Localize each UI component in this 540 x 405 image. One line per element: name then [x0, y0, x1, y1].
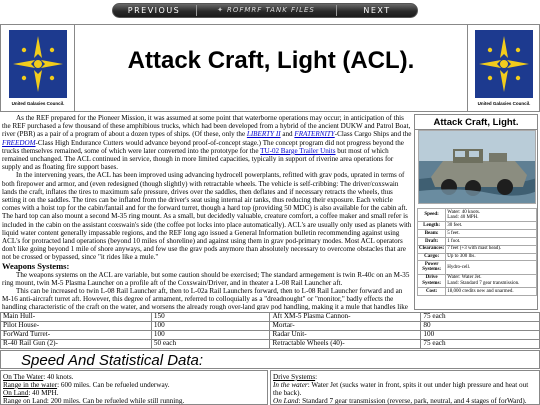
ugc-emblem-icon — [473, 28, 535, 100]
mdc-location: Main Hull- — [1, 313, 152, 322]
link-liberty[interactable]: LIBERTY II — [246, 130, 281, 139]
mdc-row — [1, 331, 540, 340]
link-tu02[interactable]: TU-02 Barge Trailer Units — [260, 146, 336, 155]
stat-range-land: Range on Land: 200 miles. Can be refueled while still running. — [3, 397, 185, 405]
stat-on-water: On The Water: 40 knots. — [3, 373, 74, 381]
spec-value: 30 feet. — [446, 222, 537, 230]
spec-table — [417, 208, 537, 296]
mdc-row — [1, 313, 540, 322]
spec-value: 7 feet (+3 with mast head). — [446, 245, 537, 253]
mdc-value: 75 each — [421, 340, 540, 349]
star-icon: ✦ — [217, 6, 224, 14]
mdc-row — [1, 322, 540, 331]
paragraph-armament: This can be increased to twin L-08 Rail Launcher aft, then to L-02a Rail Launchers forward, then to L-08 Rail Launcher forward and an M-16 anti-aircraft turret aft. However, this degree of armament, referred to colloquially as a "dreadnought" or "monitor," badly effects the handling characteristic of the craft on the water, and worsens the already rough over-land grav pod handling, making it a mule that handles like — [2, 287, 408, 310]
mdc-location: ForWard Turret- — [1, 331, 152, 340]
spec-row — [418, 222, 537, 230]
ugc-emblem-icon — [7, 28, 69, 100]
emblem-caption: United Galaxies Council. — [11, 101, 65, 106]
spec-row — [418, 245, 537, 253]
mdc-value: 75 each — [421, 313, 540, 322]
page-title: Attack Craft, Light (ACL). — [127, 47, 415, 74]
nav-title[interactable] — [196, 3, 336, 18]
mdc-location: R-40 Rail Gun (2)- — [1, 340, 152, 349]
stat-drive-water: In the water: Water Jet (sucks water in front, spits it out under high pressure and heat out the back). — [273, 381, 529, 397]
spec-value: Water: Water Jet. Land: Standard 7 gear transmission. — [446, 274, 537, 287]
spec-row — [418, 274, 537, 287]
mdc-location: Pilot House- — [1, 322, 152, 331]
spec-value: 1 foot. — [446, 237, 537, 245]
amphibious-truck-image — [419, 131, 536, 204]
spec-value: 5 feet. — [446, 230, 537, 238]
spec-key: Power Systems: — [418, 261, 446, 274]
spec-key: Speed: — [418, 209, 446, 222]
link-freedom[interactable]: FREEDOM — [2, 138, 36, 147]
mdc-value: 100 — [151, 331, 270, 340]
spec-row — [418, 288, 537, 296]
previous-button[interactable]: PREVIOUS — [127, 6, 181, 15]
emblem-caption: United Galaxies Council. — [477, 101, 531, 106]
stat-on-land: On Land: 40 MPH. — [3, 389, 59, 397]
top-navigation-bar — [0, 0, 540, 22]
spec-key: Cargo: — [418, 253, 446, 261]
mdc-location: Aft XM-5 Plasma Cannon- — [270, 313, 421, 322]
ugc-emblem-right — [473, 28, 535, 108]
spec-value: Up to 300 lbs. — [446, 253, 537, 261]
spec-row — [418, 237, 537, 245]
spec-value: 18,000 credits new and unarmed. — [446, 288, 537, 296]
article-body — [2, 114, 412, 310]
paragraph-history: In the intervening years, the ACL has been improved using advancing hydrocell powerplants, refitted with grav pods, uprated in terms of both firepower and armor, and (even redesigned (though slightly) with retractable wheels. The vehicle is self-cribbing: The driver/coxswain lands the craft, inflates the tires to maximum safe pressure, drives over the saddles, then deflates and if necessary retracts the wheels, thus setting it on the saddles. The tires can be inflated from the driver's seat using internal air tanks, thus reducing their exposure. Each vehicle comes with a hoist top for the cabin/fantail and for the forward turret, though a hard top (providing 50 MDC) is also available for the cabin aft. The hard top can also mount a second M-35 ring mount. As a small, but decidedly valuable, creature comfort, a coffee maker and small refer is included in the cabin on the assistant coxswain's side (the coffee pot locks into place automatically). ACL's are usually only used as planets with liquid water content generally impassable regions, and the REF long ago issued a General Information bulletin recommending against using ACL's for protracted land operations (beyond 10 miles of shoreline) and against using them in grav pod-primary modes. Most ACL operators don't like going beyond 1 mile of shore anyways, and few use the grav pods anymore than absolutely necessary to overcome obstacles that are not be crossed or bypassed, since "it rides like a mule." — [2, 171, 412, 262]
speed-stats-left — [0, 370, 268, 405]
ugc-emblem-left — [7, 28, 69, 108]
mdc-value: 50 each — [151, 340, 270, 349]
mdc-value: 80 — [421, 322, 540, 331]
mdc-row — [1, 340, 540, 349]
spec-value: Hydro-cell. — [446, 261, 537, 274]
link-fraternity[interactable]: FRATERNITY — [294, 130, 335, 139]
spec-row — [418, 253, 537, 261]
spec-row — [418, 230, 537, 238]
stat-drive-systems: Drive Systems: — [273, 373, 318, 381]
spec-key: Drive Systems: — [418, 274, 446, 287]
vehicle-photo — [418, 130, 536, 204]
spec-value: Water: 40 knots. Land: 40 MPH. — [446, 209, 537, 222]
page-header — [0, 24, 540, 112]
mdc-value: 100 — [421, 331, 540, 340]
next-button[interactable]: NEXT — [363, 6, 391, 15]
mdc-location: Mortar- — [270, 322, 421, 331]
spec-key: Length: — [418, 222, 446, 230]
spec-row — [418, 261, 537, 274]
spec-sidebox — [414, 114, 538, 310]
right-emblem-cell — [467, 25, 539, 111]
spec-key: Clearances: — [419, 246, 445, 252]
spec-key: Draft: — [418, 237, 446, 245]
spec-key: Cost: — [418, 288, 446, 296]
speed-stats-right — [270, 370, 540, 405]
left-emblem-cell — [1, 25, 75, 111]
mdc-location: Radar Unit- — [270, 331, 421, 340]
paragraph-intro: As the REF prepared for the Pioneer Mission, it was assumed at some point that waterborne operations may occur; in anticipation of this the REF purchased a few thousand of these amphibious trucks, which had been developed from a hybrid of the ancient DUKW and Patrol Boat, river (PBR) as a pair of a program of about a dozen types of ships. (Of these, only the LIBERTY II and FRATERNITY-Class Cargo Ships and the FREEDOM-Class High Endurance Cutters would advance beyond proof-of-concept stage.) The concept program did not progress beyond the trucks themselves remained, some of which were later converted into the prototype for the TU-02 Barge Trailer Units but most of which remained unchanged. The ACL continued in service, though in more limited capacities, typically in support of riverine area operations for supply and as floating fire support bases. — [2, 114, 412, 172]
mdc-value: 150 — [151, 313, 270, 322]
spec-row — [418, 209, 537, 222]
stat-range-water: Range in the water: 600 miles. Can be refueled underway. — [3, 381, 170, 389]
weapons-heading: Weapons Systems: — [2, 260, 70, 271]
mdc-table — [0, 312, 540, 349]
spec-key: Beam: — [418, 230, 446, 238]
speed-section-heading: Speed And Statistical Data: — [0, 350, 540, 369]
sidebox-title: Attack Craft, Light. — [415, 115, 537, 130]
stat-drive-land: On Land: Standard 7 gear transmission (reverse, park, neutral, and 4 stages of forWard). — [273, 397, 527, 405]
paragraph-weapons: The weapons systems on the ACL are variable, but some caution should be exercised; The standard armegement is twin R-40c on an M-35 ring mount, twin M-5 Plasma Launcher on a profile aft of the Coxswain/Driver, and in theater a L-08 Rail Launcher aft. — [2, 270, 410, 287]
mdc-value: 100 — [151, 322, 270, 331]
nav-title-label: ROFMRF TANK FILES — [226, 6, 315, 14]
mdc-location: Retractable Wheels (40)- — [270, 340, 421, 349]
